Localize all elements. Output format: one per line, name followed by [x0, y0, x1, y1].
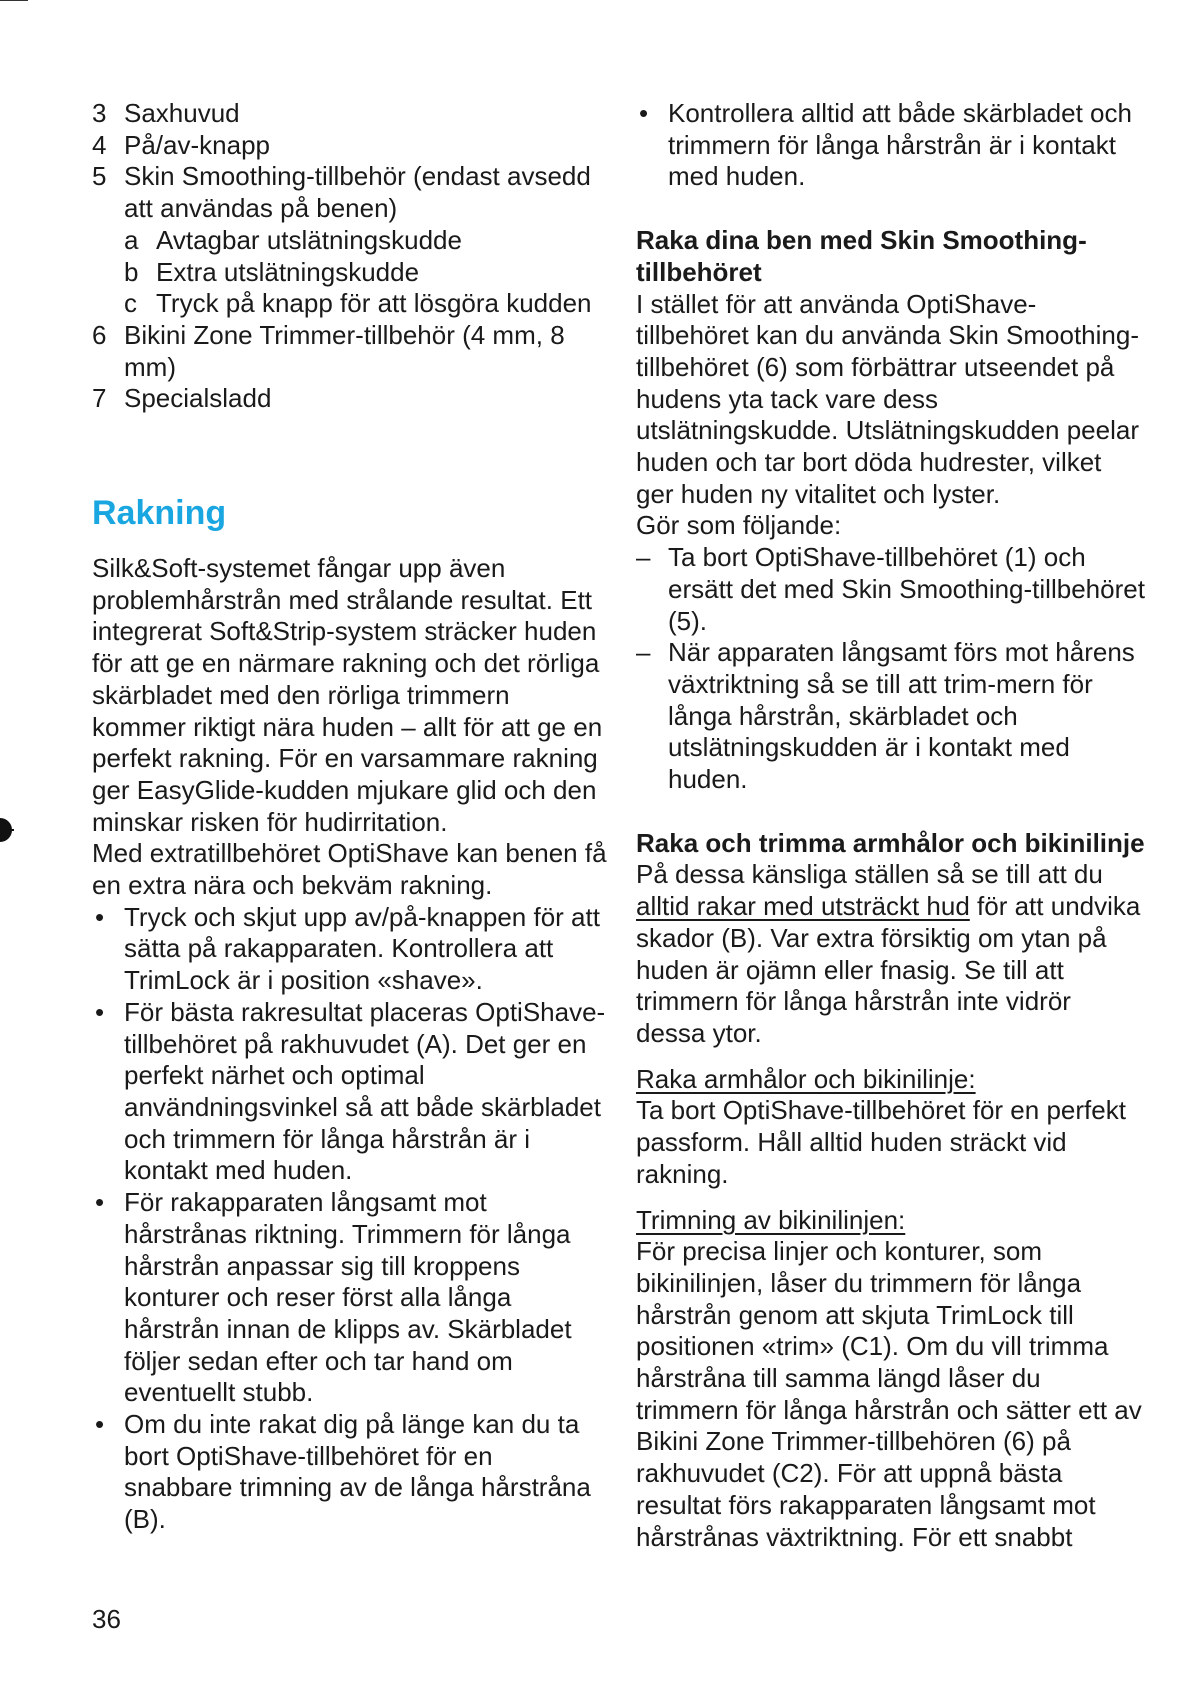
- bikini-subheading: Trimning av bikinilinjen:: [636, 1204, 906, 1235]
- dash-item: [636, 637, 1146, 796]
- skin-smoothing-paragraph: I stället för att använda OptiShave-tillbehöret kan du använda Skin Smoothing-tillbehöret (6) som förbättrar utseendet på hudens yta tack vare dess utslätningskudde. Utslätningskudden peelar huden och tar bort döda hudrester, vilket ger huden ny vitalitet och lyster.: [636, 288, 1140, 509]
- bullet-item: [92, 997, 607, 1187]
- item-text: Tryck på knapp för att lösgöra kudden: [156, 288, 592, 319]
- item-number: 7: [92, 383, 107, 414]
- armpit-shave-paragraph: Ta bort OptiShave-tillbehöret för en perfekt passform. Håll alltid huden sträckt vid rakning.: [636, 1095, 1126, 1189]
- intro-paragraph: Silk&Soft-systemet fångar upp även problemhårstrån med strålande resultat. Ett integrerat Soft&Strip-system sträcker huden för att ge en närmare rakning och det rörliga skärbladet med den rörliga trimmern kommer riktigt nära huden – allt för att ge en perfekt rakning. För en varsammare rakning ger EasyGlide-kudden mjukare glid och den minskar risken för hudirritation.: [92, 553, 603, 837]
- subsection-heading: Raka och trimma armhålor och bikinilinje: [636, 827, 1145, 858]
- bullet-text: Om du inte rakat dig på länge kan du ta bort OptiShave-tillbehöret för en snabbare trimning av de långa hårstråna (B).: [124, 1409, 591, 1535]
- armpit-text-post: för att undvika skador (B). Var extra försiktig om ytan på huden är ojämn eller fnasig. Se till att trimmern för långa hårstrån inte vidrör dessa ytor.: [636, 891, 1141, 1048]
- item-text: På/av-knapp: [124, 129, 270, 160]
- list-item: [92, 130, 607, 162]
- list-subitem: [92, 225, 607, 257]
- armpit-subheading: Raka armhålor och bikinilinje:: [636, 1063, 976, 1094]
- item-letter: b: [124, 256, 139, 287]
- item-number: 4: [92, 129, 107, 160]
- bullet-icon: •: [639, 98, 649, 128]
- section-heading: Rakning: [92, 494, 227, 533]
- dash-icon: –: [636, 637, 651, 668]
- subsection-heading: Raka dina ben med Skin Smoothing-tillbehöret: [636, 225, 1087, 287]
- item-text: Specialsladd: [124, 383, 272, 414]
- bullet-text: För bästa rakresultat placeras OptiShave-tillbehöret på rakhuvudet (A). Det ger en perfekt närhet och optimal användningsvinkel så att både skärbladet och trimmern för långa hårstrån är i kontakt med huden.: [124, 996, 606, 1186]
- page-number: 36: [92, 1604, 121, 1634]
- bullet-item: [92, 902, 607, 997]
- bullet-icon: •: [95, 1187, 105, 1218]
- item-text: Avtagbar utslätningskudde: [156, 224, 462, 255]
- left-column: [92, 98, 607, 1536]
- list-subitem: [92, 288, 607, 320]
- dash-item: [636, 542, 1146, 637]
- bullet-text: Kontrollera alltid att både skärbladet och trimmern för långa hårstrån är i kontakt med huden.: [668, 98, 1132, 192]
- item-number: 5: [92, 161, 107, 192]
- list-item: [92, 161, 607, 224]
- intro-paragraph: Med extratillbehöret OptiShave kan benen få en extra nära och bekväm rakning.: [92, 838, 607, 901]
- item-number: 6: [92, 319, 107, 350]
- bullet-text: Tryck och skjut upp av/på-knappen för att sätta på rakapparaten. Kontrollera att TrimLock är i position «shave».: [124, 901, 600, 996]
- dash-text: Ta bort OptiShave-tillbehöret (1) och ersätt det med Skin Smoothing-tillbehöret (5).: [668, 542, 1145, 636]
- bikini-trim-paragraph: För precisa linjer och konturer, som bikinilinjen, låser du trimmern för långa hårstrån genom att skjuta TrimLock till positionen «trim» (C1). Om du vill trimma hårstråna till samma längd låser du trimmern för långa hårstrån och sätter ett av Bikini Zone Trimmer-tillbehören (6) på rakhuvudet (C2). För att uppnå bästa resultat förs rakapparaten långsamt mot hårstrånas växtriktning. För ett snabbt: [636, 1236, 1142, 1552]
- crop-mark: [0, 0, 28, 1]
- instruction-lead: Gör som följande:: [636, 510, 842, 541]
- armpit-paragraph: [636, 859, 1146, 1049]
- item-text: Skin Smoothing-tillbehör (endast avsedd att användas på benen): [124, 161, 591, 224]
- bullet-item: [636, 98, 1146, 193]
- bullet-item: [92, 1187, 607, 1409]
- right-column: [636, 98, 1146, 1553]
- bullet-text: För rakapparaten långsamt mot hårstrånas riktning. Trimmern för långa hårstrån anpassar sig till kroppens konturer och reser först alla långa hårstrån innan de klipps av. Skärbladet följer sedan efter och tar hand om eventuellt stubb.: [124, 1187, 572, 1408]
- item-text: Bikini Zone Trimmer-tillbehör (4 mm, 8 mm): [124, 319, 565, 382]
- armpit-text-pre: På dessa känsliga ställen så se till att du: [636, 859, 1103, 890]
- armpit-text-emphasis: alltid rakar med utsträckt hud: [636, 891, 970, 922]
- bullet-item: [92, 1409, 607, 1536]
- list-subitem: [92, 257, 607, 289]
- item-letter: a: [124, 224, 139, 255]
- parts-list: [92, 98, 607, 415]
- bullet-icon: •: [95, 996, 105, 1027]
- item-text: Extra utslätningskudde: [156, 256, 420, 287]
- item-number: 3: [92, 98, 107, 128]
- bullet-icon: •: [95, 901, 105, 932]
- bullet-icon: •: [95, 1409, 105, 1440]
- item-letter: c: [124, 288, 137, 319]
- list-item: [92, 98, 607, 130]
- item-text: Saxhuvud: [124, 98, 240, 128]
- registration-mark-icon: [0, 816, 14, 844]
- dash-text: När apparaten långsamt förs mot hårens växtriktning så se till att trim-mern för långa hårstrån, skärbladet och utslätningskudden är i kontakt med huden.: [668, 637, 1135, 795]
- dash-icon: –: [636, 542, 651, 573]
- list-item: [92, 383, 607, 415]
- list-item: [92, 320, 607, 383]
